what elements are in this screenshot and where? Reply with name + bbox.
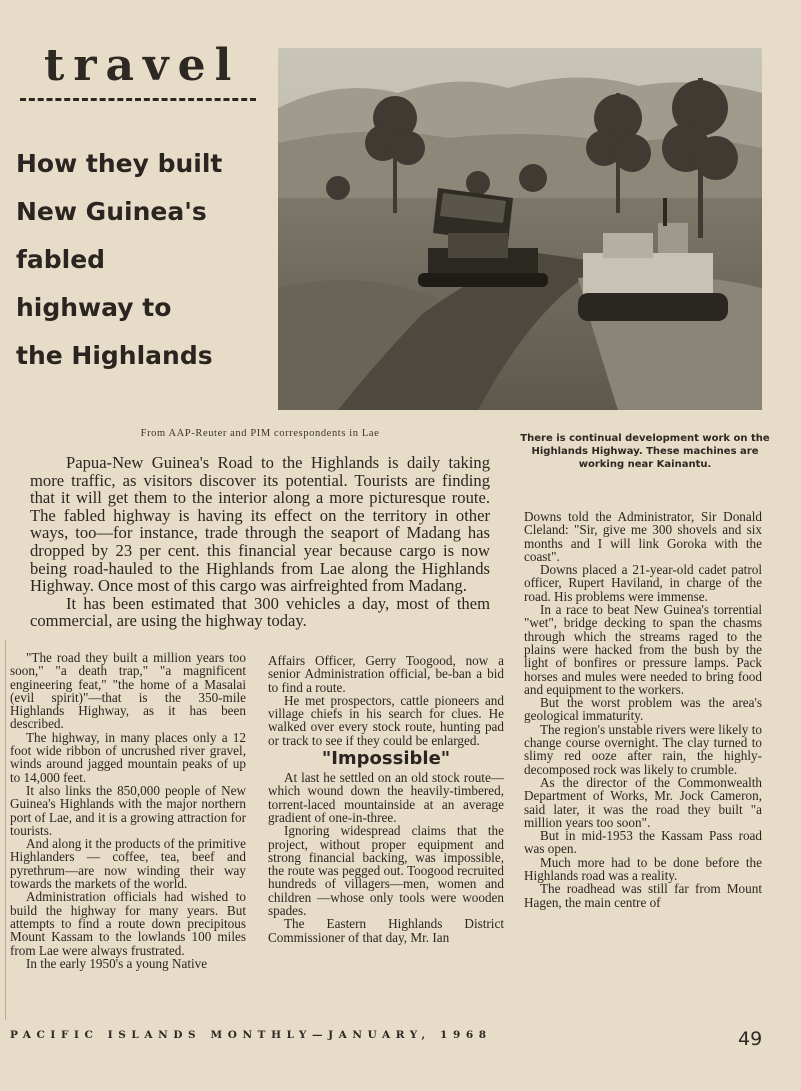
body-paragraph: Downs placed a 21-year-old cadet patrol officer, Rupert Haviland, in charge of the road. His problems were immense.: [524, 562, 762, 604]
body-paragraph: The region's unstable rivers were likely to change course overnight. The clay turned to slimy red ooze after rain, the highly-decomposed rock was likely to crumble.: [524, 721, 762, 777]
headline-line: How they built: [16, 149, 223, 178]
lede-paragraph: Papua-New Guinea's Road to the Highlands is daily taking more traffic, as visitors discover its potential. Tourists are finding that it will get them to the interior along a more picturesque route. The fabled highway is having its effect on the territory in other ways, too—for instance, trade through the seaport of Madang has dropped by 23 per cent. this financial year because cargo is now being road-hauled to the Highlands from Lae along the Highlands Highway. Once most of this cargo was airfreighted from Madang.: [30, 453, 490, 596]
body-paragraph: But the worst problem was the area's geological immaturity.: [524, 695, 762, 724]
body-paragraph: The roadhead was still far from Mount Hagen, the main centre of: [524, 881, 762, 910]
body-column-3: [524, 510, 762, 909]
lede-paragraph: It has been estimated that 300 vehicles a day, most of them commercial, are using the highway today.: [30, 593, 490, 631]
body-paragraph: Affairs Officer, Gerry Toogood, now a senior Administration official, be-ban a bid to find a route.: [268, 653, 504, 695]
body-paragraph: The highway, in many places only a 12 foot wide ribbon of uncrushed river gravel, winds around jagged mountain peaks of up to 14,000 feet.: [10, 729, 246, 785]
body-paragraph: "The road they built a million years too soon," "a death trap," "a magnificent engineering feat," "the home of a Masalai (evil spirit)"—that is the 350-mile Highlands Highway, as it has been described.: [10, 650, 246, 732]
body-paragraph: Much more had to be done before the Highlands road was a reality.: [524, 854, 762, 884]
photo-bulldozers-on-highway-icon: [278, 48, 762, 410]
body-paragraph: But in mid-1953 the Kassam Pass road was open.: [524, 828, 762, 857]
headline-line: highway to: [16, 293, 172, 322]
body-paragraph: Downs told the Administrator, Sir Donald Cleland: "Sir, give me 300 shovels and six months and I will link Goroka with the coast".: [524, 509, 762, 564]
body-paragraph: In the early 1950's a young Native: [26, 955, 208, 971]
body-paragraph: In a race to beat New Guinea's torrential "wet", bridge decking to span the chasms through which the streams raged to the plains were hacked from the bush by the light of bonfires or pressure lamps. Pack horses and mules were needed to bring food and equipment to the workers.: [524, 602, 762, 697]
page-footer: PACIFIC ISLANDS MONTHLY—JANUARY, 1968: [10, 1029, 492, 1041]
headline-line: the Highlands: [16, 341, 213, 370]
dashed-rule: [20, 98, 256, 101]
body-paragraph: It also links the 850,000 people of New Guinea's Highlands with the major northern port of Lae, and it is a growing attraction for tourists.: [10, 782, 246, 838]
body-column-2: [268, 654, 504, 944]
headline-line: fabled: [16, 245, 106, 274]
subheading: "Impossible": [321, 748, 451, 770]
body-paragraph: Ignoring widespread claims that the project, without proper equipment and strong financial backing, was impossible, the route was pegged out. Toogood recruited hundreds of villagers—men, women and children —whose only tools were wooden spades.: [268, 823, 504, 919]
body-paragraph: The Eastern Highlands District Commissioner of that day, Mr. Ian: [268, 916, 504, 945]
body-paragraph: As the director of the Commonwealth Department of Works, Mr. Jock Cameron, said later, it was the road they built "a million years too soon".: [524, 774, 762, 830]
body-paragraph: Administration officials had wished to build the highway for many years. But attempts to find a route down precipitous Mount Kassam to the lowlands 100 miles from Lae were always frustrated.: [10, 889, 246, 958]
page-number: 49: [738, 1028, 763, 1050]
headline: [16, 140, 271, 380]
headline-line: New Guinea's: [16, 197, 207, 226]
byline: From AAP-Reuter and PIM correspondents in Lae: [140, 428, 380, 439]
lede: [30, 454, 490, 630]
section-label: travel: [44, 40, 241, 91]
margin-rule: [5, 640, 6, 1020]
photo-caption: There is continual development work on the Highlands Highway. These machines are working near Kainantu.: [520, 433, 770, 470]
body-paragraph: He met prospectors, cattle pioneers and village chiefs in his search for clues. He walked over every stock route, hunting pad or track to see if they could be enlarged.: [268, 692, 504, 748]
body-column-1: [10, 651, 246, 970]
body-paragraph: And along it the products of the primitive Highlanders — coffee, tea, beef and pyrethrum—are now winding their way towards the markets of the world.: [10, 836, 246, 892]
body-paragraph: At last he settled on an old stock route—which wound down the heavily-timbered, torrent-laced mountainside at an average gradient of one-in-three.: [268, 770, 504, 825]
